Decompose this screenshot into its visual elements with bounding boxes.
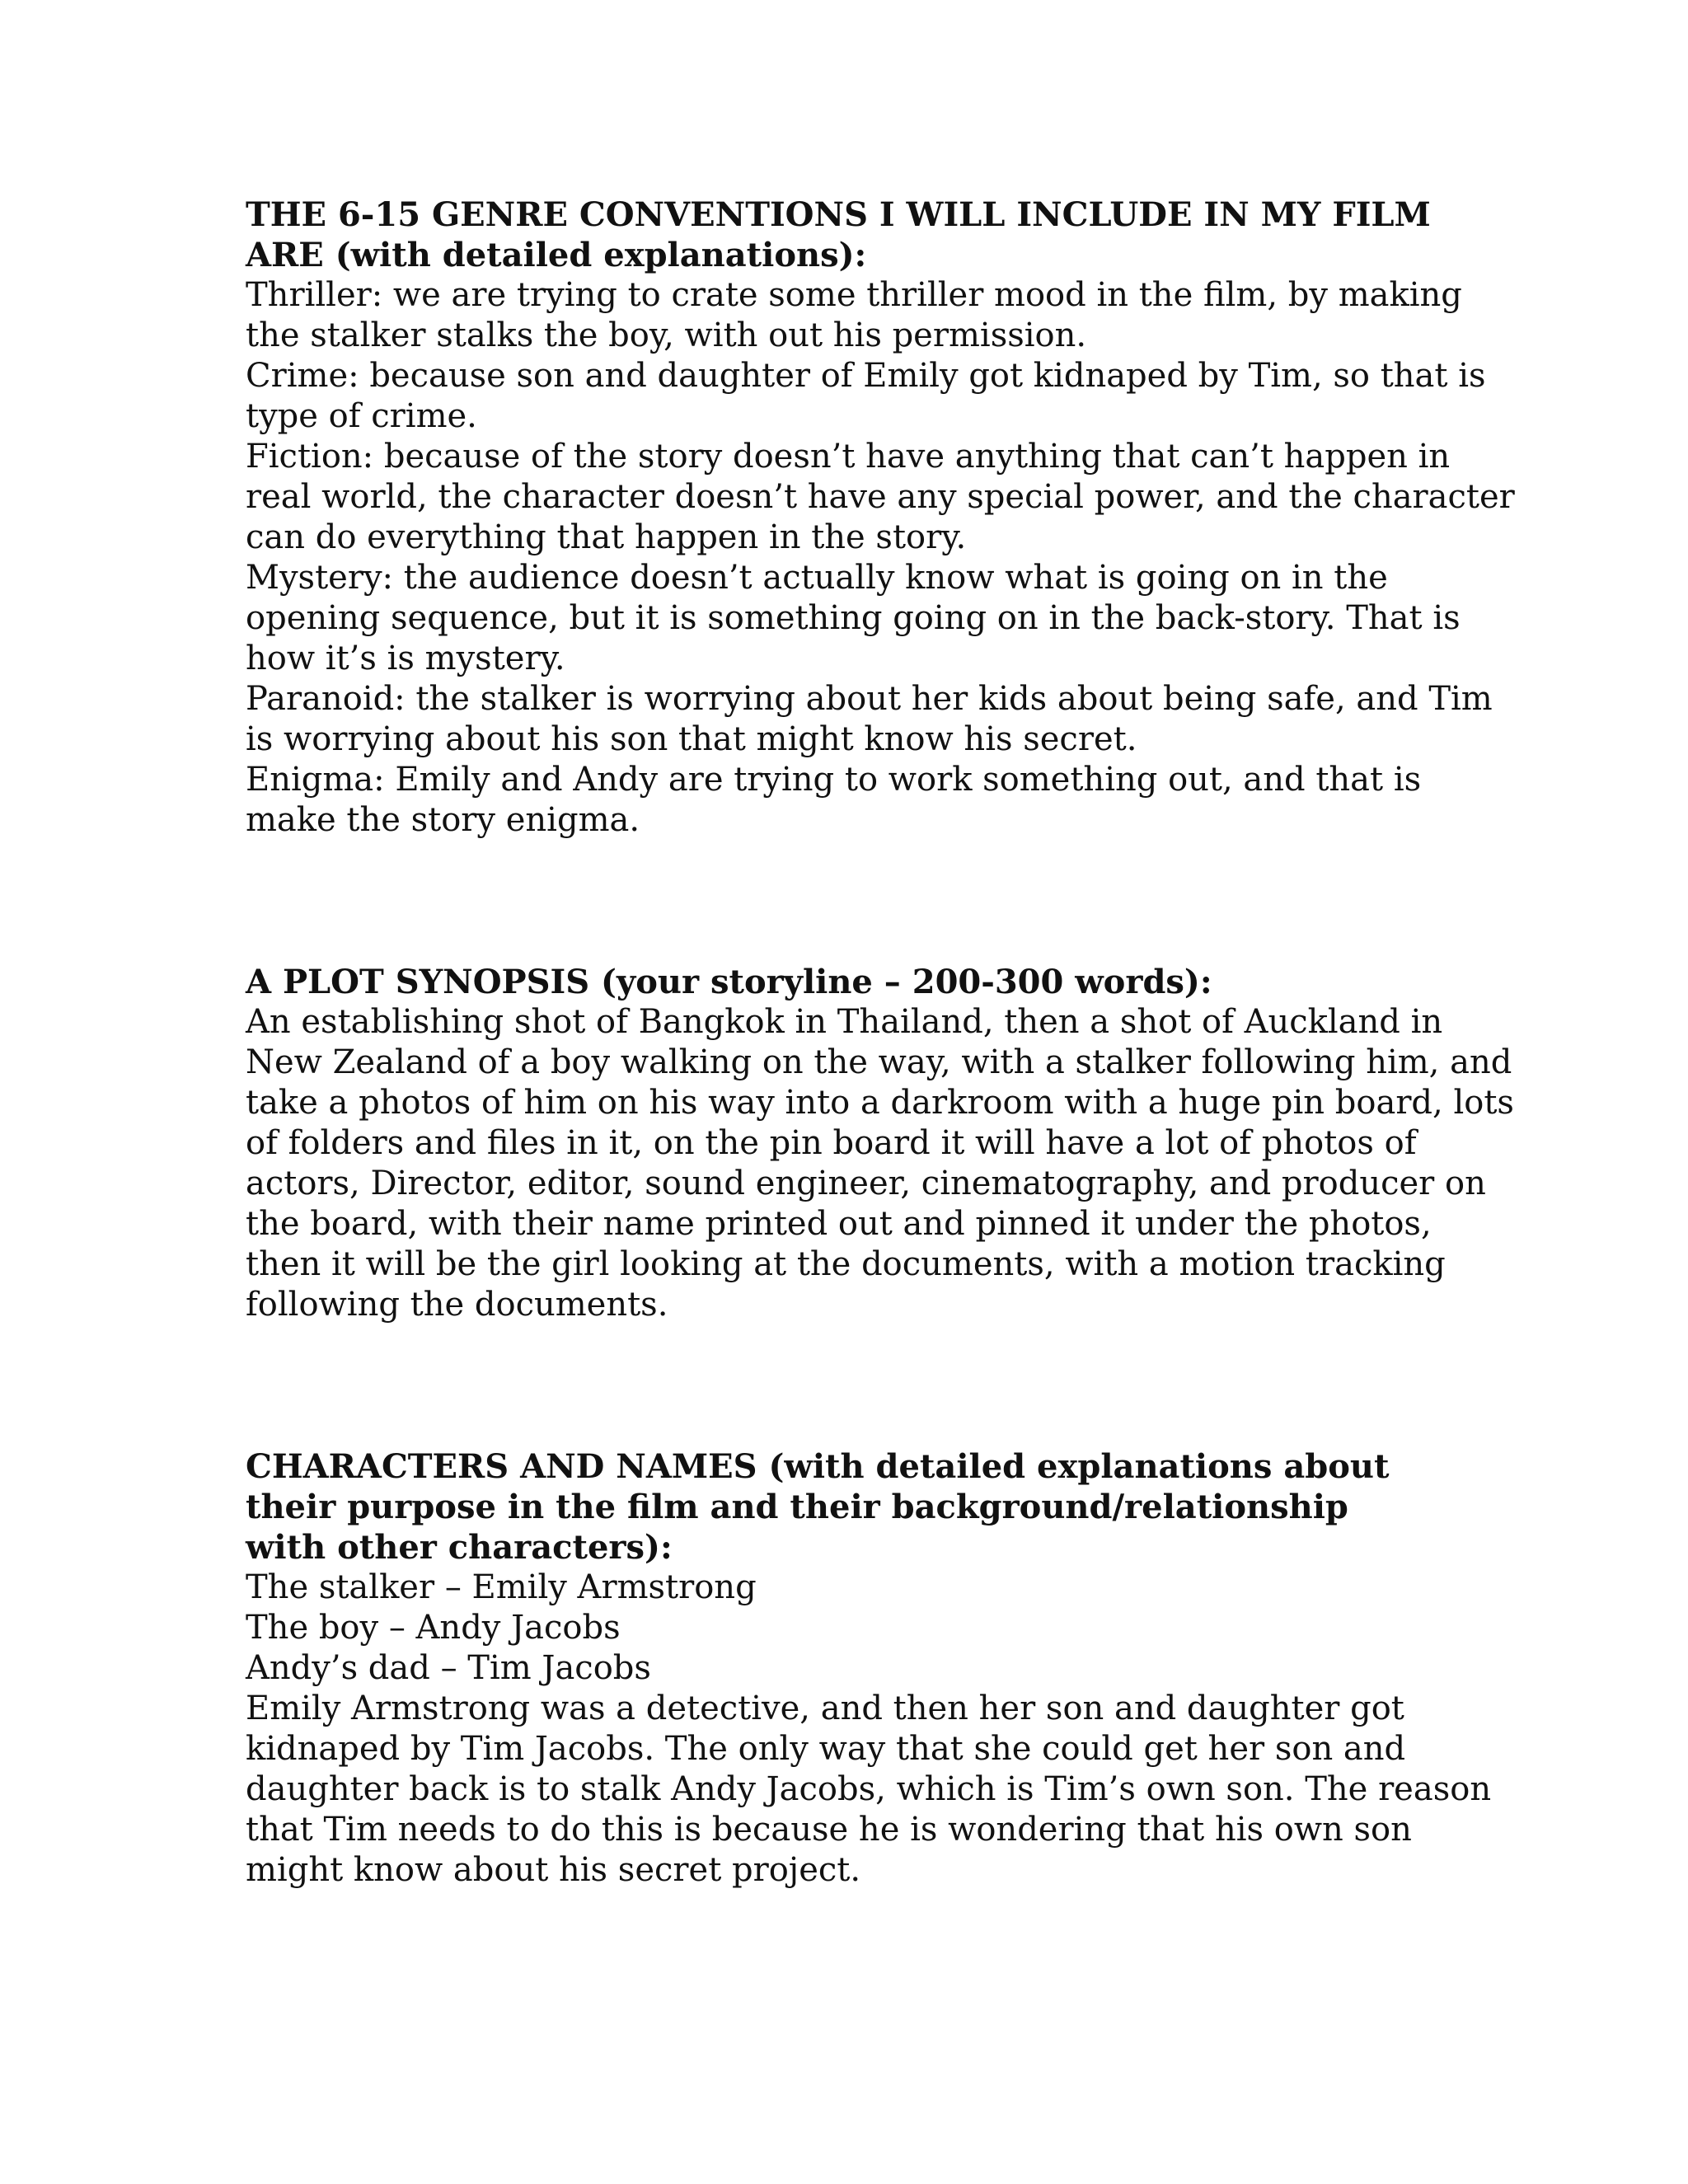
paragraph-line: how it’s is mystery. [246,640,565,677]
section-heading-line: A PLOT SYNOPSIS (your storyline – 200-300 words): [246,963,1212,1001]
paragraph-line: An establishing shot of Bangkok in Thailand, then a shot of Auckland in [246,1003,1443,1041]
paragraph-line: opening sequence, but it is something going on in the back-story. That is [246,599,1461,637]
paragraph-line: The stalker – Emily Armstrong [246,1568,757,1606]
section-heading-line: their purpose in the film and their background/relationship [246,1488,1348,1526]
paragraph-line: Mystery: the audience doesn’t actually know what is going on in the [246,559,1388,597]
section-genre-conventions [246,194,1515,841]
section-heading-line: CHARACTERS AND NAMES (with detailed explanations about [246,1447,1390,1486]
section-plot-synopsis [246,962,1514,1325]
paragraph-line: following the documents. [246,1286,668,1324]
paragraph-line: Paranoid: the stalker is worrying about her kids about being safe, and Tim [246,680,1493,718]
paragraph-line: the board, with their name printed out and pinned it under the photos, [246,1205,1432,1243]
paragraph-line: might know about his secret project. [246,1851,861,1889]
paragraph-line: is worrying about his son that might know his secret. [246,720,1137,758]
paragraph-line: Crime: because son and daughter of Emily got kidnaped by Tim, so that is [246,357,1486,395]
paragraph-line: the stalker stalks the boy, with out his permission. [246,316,1087,354]
paragraph-line: New Zealand of a boy walking on the way, with a stalker following him, and [246,1043,1512,1081]
paragraph-line: of folders and files in it, on the pin board it will have a lot of photos of [246,1124,1417,1162]
paragraph-line: Enigma: Emily and Andy are trying to work something out, and that is [246,761,1422,799]
paragraph-line: The boy – Andy Jacobs [246,1609,621,1647]
paragraph-line: take a photos of him on his way into a darkroom with a huge pin board, lots [246,1084,1514,1122]
paragraph-line: make the story enigma. [246,801,640,839]
paragraph-line: real world, the character doesn’t have any special power, and the character [246,478,1515,516]
paragraph-line: actors, Director, editor, sound engineer, cinematography, and producer on [246,1165,1486,1202]
paragraph-line: can do everything that happen in the story. [246,518,967,556]
paragraph-line: that Tim needs to do this is because he is wondering that his own son [246,1811,1412,1849]
paragraph-line: Thriller: we are trying to crate some thriller mood in the film, by making [246,276,1462,314]
paragraph-line: daughter back is to stalk Andy Jacobs, which is Tim’s own son. The reason [246,1770,1492,1808]
section-heading-line: with other characters): [246,1528,673,1567]
paragraph-line: type of crime. [246,397,477,435]
paragraph-line: Fiction: because of the story doesn’t have anything that can’t happen in [246,438,1451,476]
paragraph-line: then it will be the girl looking at the documents, with a motion tracking [246,1245,1446,1283]
paragraph-line: Andy’s dad – Tim Jacobs [246,1649,651,1687]
section-heading-line: ARE (with detailed explanations): [246,236,867,274]
paragraph-line: Emily Armstrong was a detective, and then her son and daughter got [246,1690,1404,1727]
section-heading-line: THE 6-15 GENRE CONVENTIONS I WILL INCLUDE IN MY FILM [246,195,1431,234]
paragraph-line: kidnaped by Tim Jacobs. The only way that she could get her son and [246,1730,1406,1768]
section-characters-and-names [246,1446,1492,1891]
document-content [246,194,1515,1891]
